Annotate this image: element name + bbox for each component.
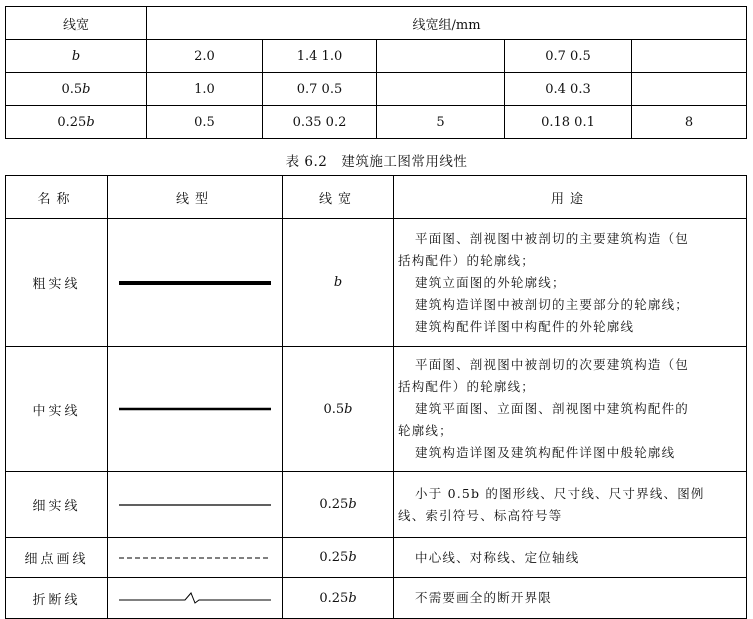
use-text-line: 平面图、剖视图中被剖切的次要建筑构造（包	[415, 357, 690, 372]
use-text-line: 建筑构造详图及建筑构配件详图中般轮廓线	[415, 445, 676, 460]
use-text-line: 括构配件）的轮廓线；	[398, 252, 536, 268]
line-width-group-table	[5, 6, 747, 139]
line-type-cell	[108, 347, 283, 472]
use-text-line: 不需要画全的断开界限	[415, 590, 553, 605]
line-name: 粗实线	[6, 219, 108, 347]
line-type-cell	[108, 472, 283, 538]
use-text-line: 轮廓线；	[398, 423, 453, 438]
table-cell: 8	[632, 106, 747, 139]
table-row	[6, 219, 747, 347]
header-line-type: 线型	[108, 176, 283, 219]
header-use: 用途	[394, 176, 747, 219]
line-name: 细实线	[6, 472, 108, 538]
line-width-number: 0.25	[319, 590, 349, 606]
dashed-line-sample	[119, 551, 271, 565]
table2-header-row	[6, 176, 747, 219]
line-type-cell	[108, 578, 283, 619]
table-caption: 表 6.2 建筑施工图常用线性	[285, 154, 468, 170]
table1-row-label: b	[6, 40, 147, 73]
line-name: 中实线	[6, 347, 108, 472]
line-use-cell	[394, 472, 747, 538]
line-type-cell	[108, 538, 283, 578]
table-row	[6, 347, 747, 472]
line-use-cell	[394, 347, 747, 472]
line-type-table	[5, 175, 747, 619]
line-name: 细点画线	[6, 538, 108, 578]
table-cell: 0.35 0.2	[263, 106, 377, 139]
line-width-cell	[283, 347, 394, 472]
medium-line-sample	[119, 402, 271, 416]
line-width-variable: b	[348, 550, 357, 565]
table-cell	[632, 73, 747, 106]
line-width-cell	[283, 219, 394, 347]
line-name: 折断线	[6, 578, 108, 619]
thick-line-sample	[119, 276, 271, 290]
use-text-line: 建筑平面图、立面图、剖视图中建筑构配件的	[415, 401, 690, 416]
table-cell: 1.4 1.0	[263, 40, 377, 73]
table1-header-group: 线宽组/mm	[147, 7, 747, 40]
line-use-cell	[394, 538, 747, 578]
table-row	[6, 73, 747, 106]
line-use-cell	[394, 578, 747, 619]
table-row	[6, 578, 747, 619]
use-text-line: 线、索引符号、标高符号等	[398, 507, 563, 523]
line-width-cell	[283, 538, 394, 578]
table-cell: 0.4 0.3	[505, 73, 632, 106]
line-width-number: 0.25	[319, 497, 349, 512]
table-cell: 0.7 0.5	[505, 40, 632, 73]
table-row	[6, 106, 747, 139]
use-text-line: 小于 0.5b 的图形线、尺寸线、尺寸界线、图例	[415, 485, 705, 501]
table-cell	[377, 40, 505, 73]
table-row	[6, 538, 747, 578]
line-width-variable: b	[348, 590, 357, 606]
use-text-line: 平面图、剖视图中被剖切的主要建筑构造（包	[415, 230, 690, 246]
table-cell: 0.5	[147, 106, 263, 139]
thin-line-sample	[119, 498, 271, 512]
table-cell: 0.18 0.1	[505, 106, 632, 139]
header-line-width: 线宽	[283, 176, 394, 219]
use-text-line: 建筑构造详图中被剖切的主要部分的轮廓线；	[415, 296, 690, 312]
line-width-number: 0.5	[323, 401, 345, 417]
line-width-cell	[283, 578, 394, 619]
line-type-cell	[108, 219, 283, 347]
table-row	[6, 472, 747, 538]
use-text-line: 建筑构配件详图中构配件的外轮廓线	[415, 318, 635, 334]
table1-header-linewidth: 线宽	[6, 7, 147, 40]
line-width-cell	[283, 472, 394, 538]
table-cell: 5	[377, 106, 505, 139]
break-line-sample	[119, 591, 271, 605]
header-name: 名称	[6, 176, 108, 219]
table-cell: 1.0	[147, 73, 263, 106]
table-cell: 2.0	[147, 40, 263, 73]
table-cell	[632, 40, 747, 73]
line-use-cell	[394, 219, 747, 347]
line-width-variable: b	[348, 497, 357, 512]
use-text-line: 建筑立面图的外轮廓线；	[415, 274, 566, 290]
table1-row-label: 0.25b	[6, 106, 147, 139]
line-width-variable: b	[333, 275, 343, 290]
table-cell	[377, 73, 505, 106]
table-row	[6, 40, 747, 73]
use-text-line: 中心线、对称线、定位轴线	[415, 549, 580, 565]
table1-row-label: 0.5b	[6, 73, 147, 106]
line-width-variable: b	[344, 401, 353, 417]
line-width-number: 0.25	[319, 550, 349, 565]
table1-header-row	[6, 7, 747, 40]
table-cell: 0.7 0.5	[263, 73, 377, 106]
use-text-line: 括构配件）的轮廓线；	[398, 379, 536, 394]
